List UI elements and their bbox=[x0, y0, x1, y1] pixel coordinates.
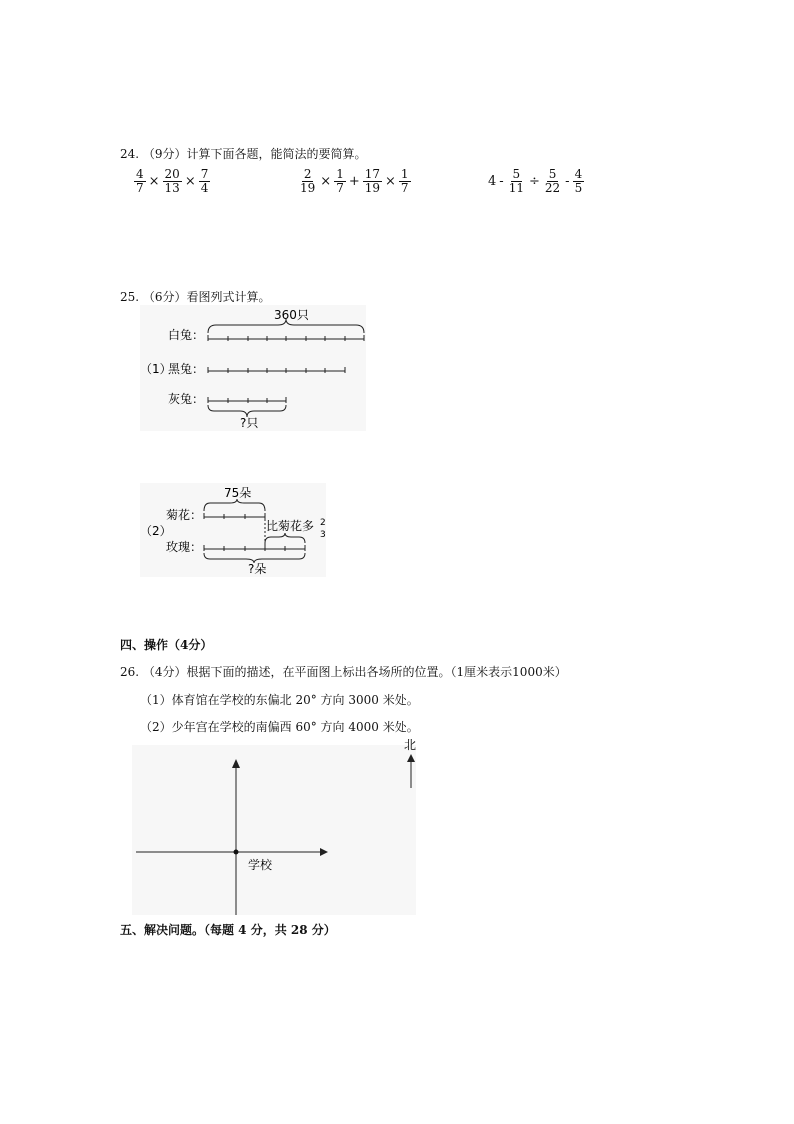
top-brace bbox=[204, 499, 265, 511]
part1-label: （1） bbox=[140, 362, 172, 376]
q24-expression-3 bbox=[488, 168, 584, 195]
extra-brace bbox=[265, 533, 305, 543]
school-label: 学校 bbox=[248, 858, 273, 872]
black-rabbit-ticks bbox=[208, 367, 345, 373]
more-fraction-num: 2 bbox=[320, 518, 326, 528]
fraction: $\frac{7}{4}$ bbox=[200, 167, 209, 195]
rabbit-diagram-svg bbox=[140, 305, 366, 431]
section5-title: 五、解决问题。（每题 4 分，共 28 分） bbox=[120, 923, 336, 937]
operator: - bbox=[565, 174, 570, 189]
fraction: $\frac{1}{7}$ bbox=[400, 167, 409, 195]
rose-label: 玫瑰： bbox=[166, 540, 203, 554]
north-arrow-icon bbox=[407, 754, 415, 762]
more-fraction-den: 3 bbox=[320, 530, 326, 540]
section4-title: 四、操作（4分） bbox=[120, 638, 213, 652]
school-point bbox=[234, 850, 239, 855]
chrysanthemum-label: 菊花： bbox=[166, 508, 203, 522]
y-axis-arrow-icon bbox=[232, 759, 240, 768]
white-rabbit-ticks bbox=[208, 335, 364, 341]
fraction: $\frac{4}{7}$ bbox=[136, 167, 144, 195]
operator: × bbox=[320, 174, 332, 189]
chrysanthemum-total: 75朵 bbox=[224, 486, 252, 500]
operator: - bbox=[499, 174, 504, 189]
flower-diagram-svg bbox=[140, 483, 326, 577]
black-rabbit-label: 黑兔： bbox=[168, 362, 205, 376]
white-rabbit-total: 360只 bbox=[274, 308, 309, 322]
operator: + bbox=[348, 174, 360, 189]
q26-title: 26. （4分）根据下面的描述，在平面图上标出各场所的位置。（1厘米表示1000米） bbox=[120, 665, 567, 679]
bottom-brace bbox=[208, 405, 286, 417]
chrysanthemum-ticks bbox=[204, 513, 265, 519]
more-than-text: 比菊花多 bbox=[266, 519, 315, 533]
operator: ÷ bbox=[528, 174, 540, 189]
rose-ticks bbox=[204, 545, 305, 551]
top-brace bbox=[208, 319, 364, 333]
map-svg bbox=[132, 745, 416, 915]
north-indicator bbox=[402, 736, 422, 792]
north-label: 北 bbox=[404, 738, 417, 752]
fraction: $\frac{17}{19}$ bbox=[364, 167, 381, 195]
gray-rabbit-unknown: ?只 bbox=[240, 416, 259, 430]
q26-item-2: （2）少年宫在学校的南偏西 60° 方向 4000 米处。 bbox=[140, 720, 419, 734]
q25-title: 25. （6分）看图列式计算。 bbox=[120, 290, 271, 304]
bottom-brace bbox=[204, 553, 305, 563]
operator: × bbox=[148, 174, 160, 189]
fraction: $\frac{20}{13}$ bbox=[164, 167, 180, 195]
number: 4 bbox=[488, 174, 497, 189]
fraction: $\frac{5}{22}$ bbox=[544, 167, 561, 195]
north-svg bbox=[402, 736, 422, 792]
white-rabbit-label: 白兔： bbox=[168, 328, 205, 342]
part2-label: （2） bbox=[140, 524, 172, 538]
q24-expression-1 bbox=[134, 168, 210, 195]
rabbit-diagram bbox=[140, 305, 366, 431]
gray-rabbit-label: 灰兔： bbox=[168, 392, 205, 406]
fraction: $\frac{4}{5}$ bbox=[574, 167, 583, 195]
operator: × bbox=[184, 174, 196, 189]
x-axis-arrow-icon bbox=[320, 848, 328, 856]
flower-diagram bbox=[140, 483, 326, 577]
gray-rabbit-ticks bbox=[208, 397, 286, 403]
rose-unknown: ?朵 bbox=[248, 562, 267, 576]
q24-expression-2 bbox=[298, 168, 411, 195]
fraction: $\frac{1}{7}$ bbox=[336, 167, 344, 195]
fraction: $\frac{2}{19}$ bbox=[300, 167, 316, 195]
fraction: $\frac{5}{11}$ bbox=[508, 167, 524, 195]
operator: × bbox=[385, 174, 396, 189]
map-area[interactable] bbox=[132, 745, 416, 915]
q26-item-1: （1）体育馆在学校的东偏北 20° 方向 3000 米处。 bbox=[140, 693, 419, 707]
q24-title: 24. （9分）计算下面各题，能简法的要简算。 bbox=[120, 147, 367, 161]
